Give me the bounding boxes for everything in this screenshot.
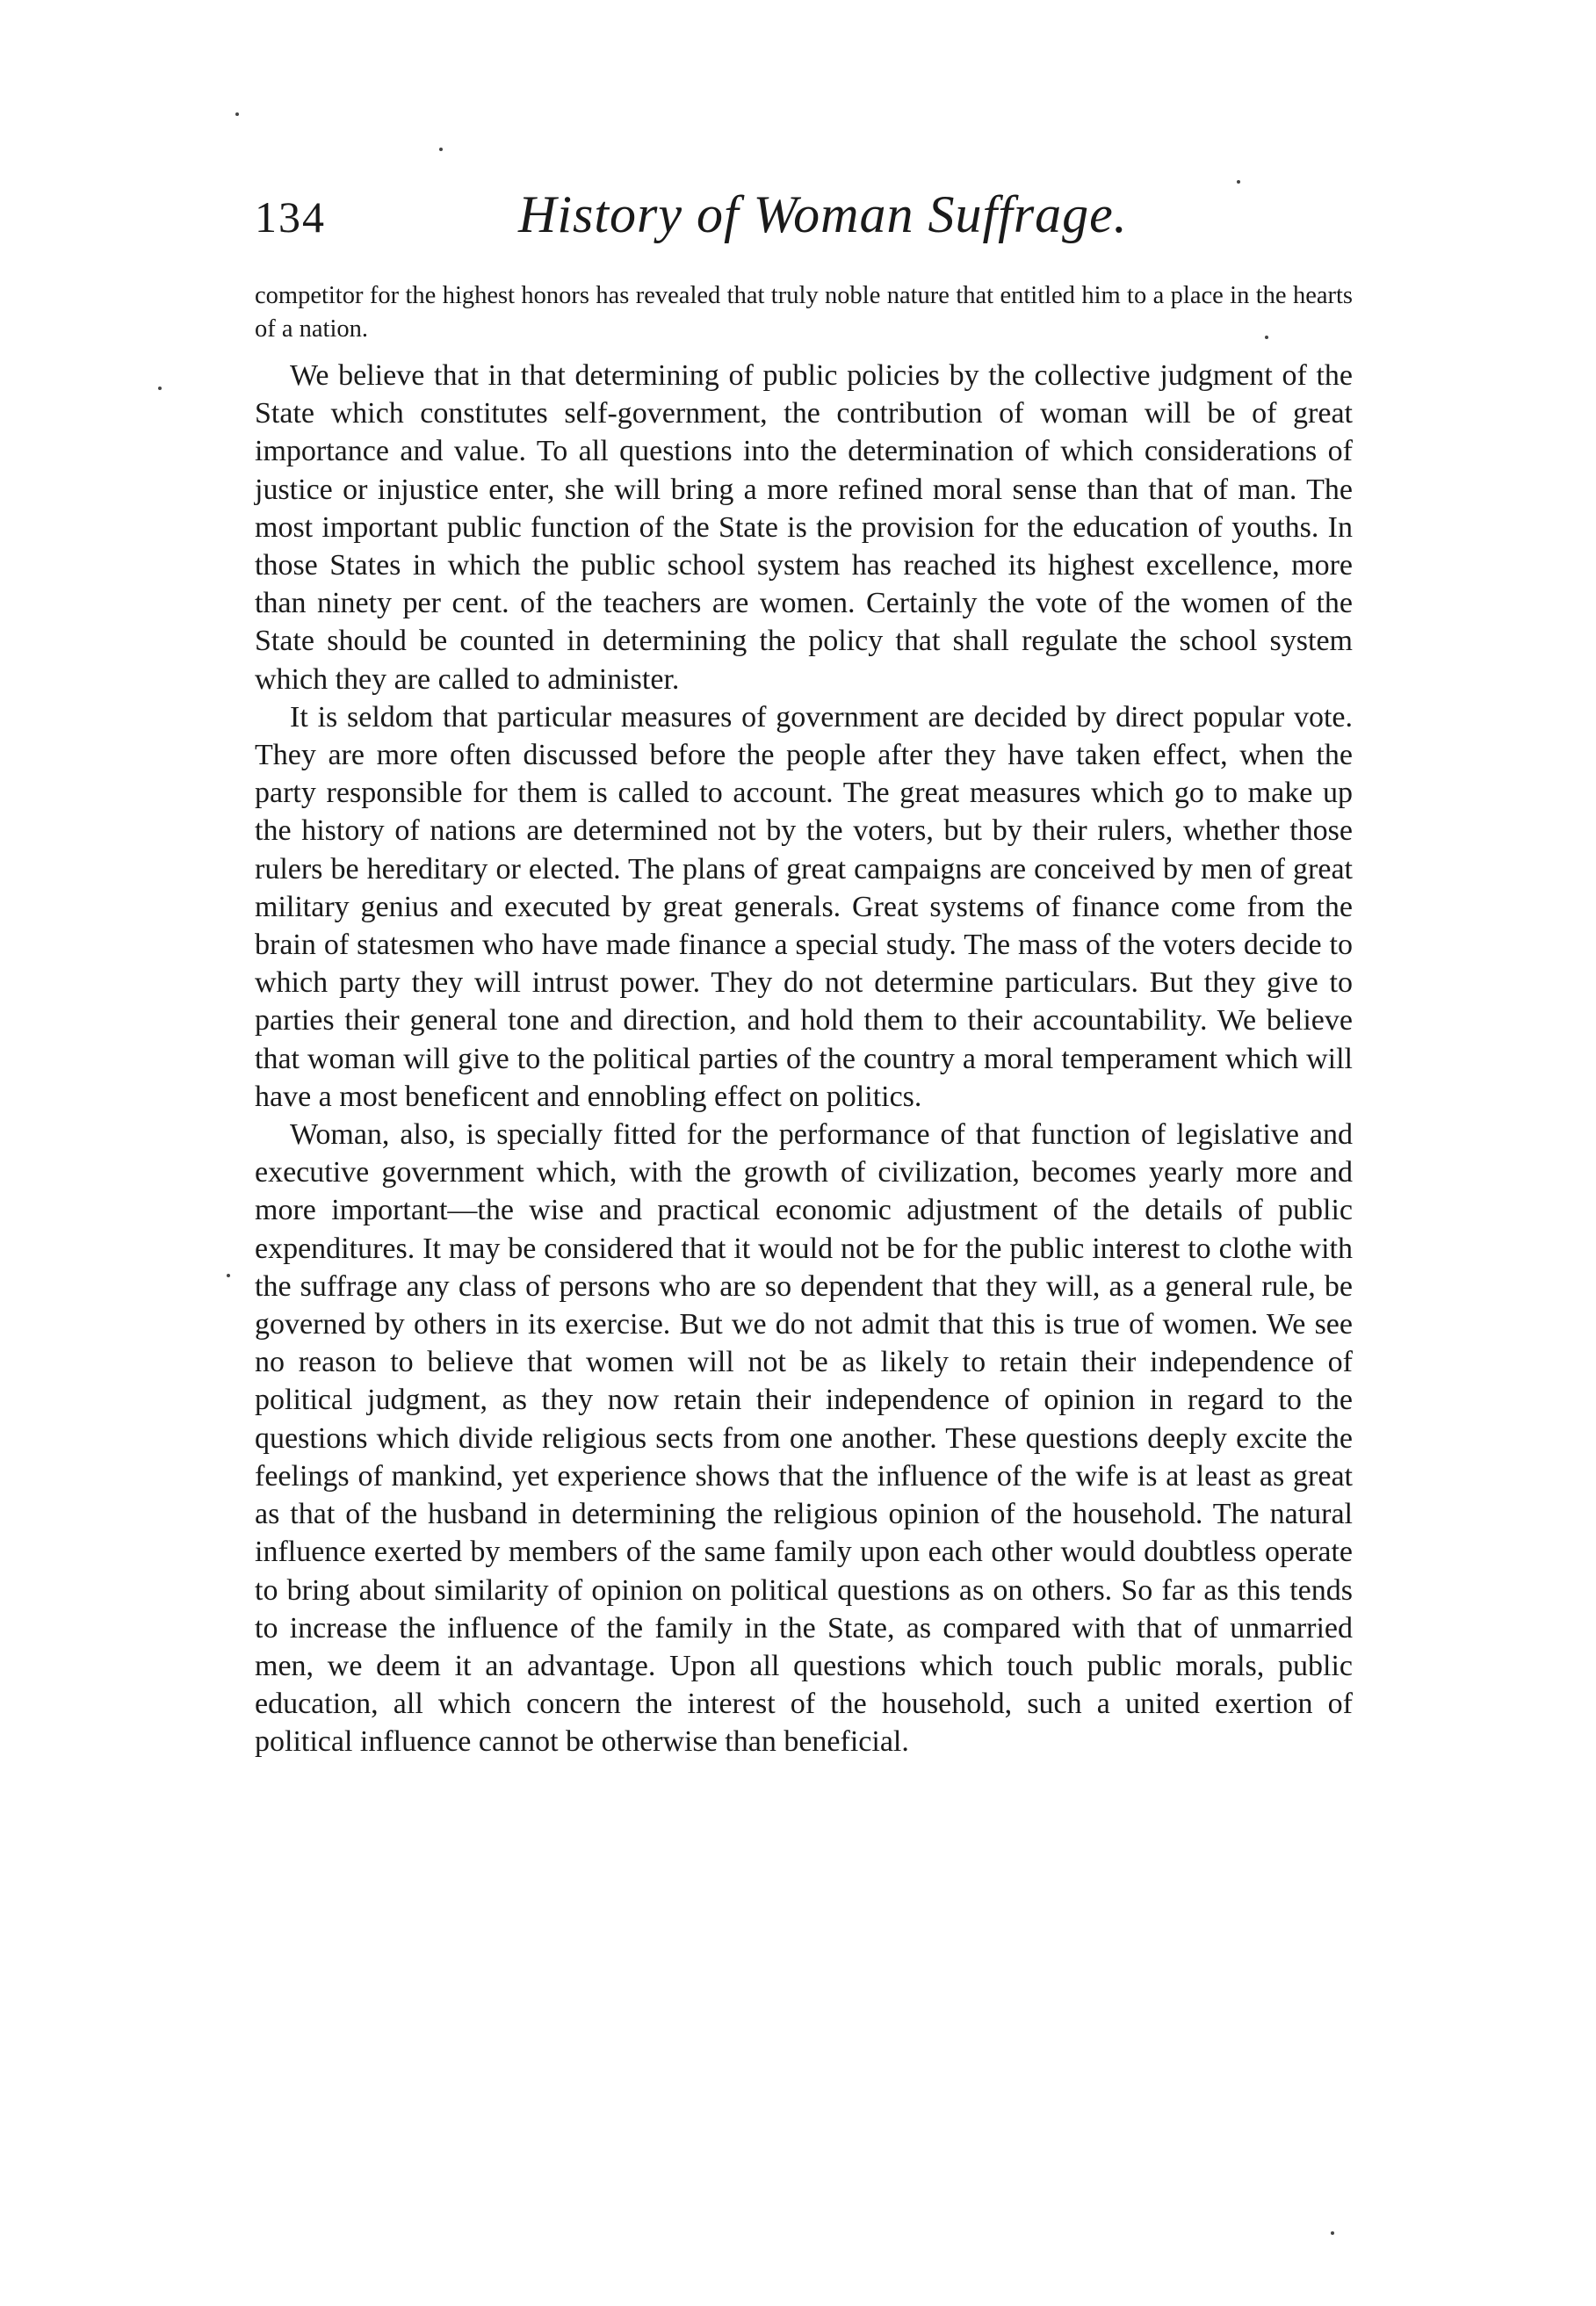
scan-speck [227, 1274, 230, 1277]
scan-speck [1237, 180, 1240, 184]
scan-speck [1265, 336, 1268, 339]
scan-speck [439, 148, 443, 151]
scan-speck [235, 112, 239, 116]
continuation-text: competitor for the highest honors has revealed that truly noble nature that entitled him to a place in the hearts of a nation. [255, 282, 1353, 343]
scan-speck [158, 387, 162, 390]
paragraph-1: We believe that in that determining of public policies by the collective judgment of the State which constitutes self-government, the contribution of woman will be of great importance and value. To all questions into the determination of which considerations of justice or injustice enter, she will bring a more refined moral sense than that of man. The most important public function of the State is the provision for the education of youths. In those States in which the public school system has reached its highest excellence, more than ninety per cent. of the teachers are women. Certainly the vote of the women of the State should be counted in determining the policy that shall regulate the school system which they are called to administer. [255, 359, 1353, 696]
text-block [255, 279, 1353, 1761]
running-head [255, 184, 1353, 255]
running-title: History of Woman Suffrage. [518, 185, 1128, 243]
scan-speck [1331, 2231, 1334, 2235]
page-number: 134 [255, 192, 326, 242]
paragraph-2: It is seldom that particular measures of government are decided by direct popular vote. They are more often discussed before the people after they have taken effect, when the party responsible for them is called to account. The great measures which go to make up the history of nations are determined not by the voters, but by their rulers, whether those rulers be hereditary or elected. The plans of great campaigns are conceived by men of great military genius and executed by great generals. Great systems of finance come from the brain of statesmen who have made finance a special study. The mass of the voters decide to which party they will intrust power. They do not determine particulars. But they give to parties their general tone and direction, and hold them to their accountability. We believe that woman will give to the political parties of the country a moral temperament which will have a most beneficent and ennobling effect on politics. [255, 700, 1353, 1113]
paragraph-3: Woman, also, is specially fitted for the performance of that function of legislative and executive government which, with the growth of civilization, becomes yearly more and more important—the wise and practical economic adjustment of the details of public expenditures. It may be considered that it would not be for the public interest to clothe with the suffrage any class of persons who are so dependent that they will, as a general rule, be governed by others in its exercise. But we do not admit that this is true of women. We see no reason to believe that women will not be as likely to retain their independence of political judgment, as they now retain their independence of opinion in regard to the questions which divide religious sects from one another. These questions deeply excite the feelings of mankind, yet experience shows that the influence of the wife is at least as great as that of the husband in determining the religious opinion of the household. The natural influence exerted by members of the same family upon each other would doubtless operate to bring about similarity of opinion on political questions as on others. So far as this tends to increase the influence of the family in the State, as compared with that of unmarried men, we deem it an advantage. Upon all questions which touch public morals, public education, all which concern the interest of the household, such a united exertion of political influence cannot be otherwise than beneficial. [255, 1118, 1353, 1759]
